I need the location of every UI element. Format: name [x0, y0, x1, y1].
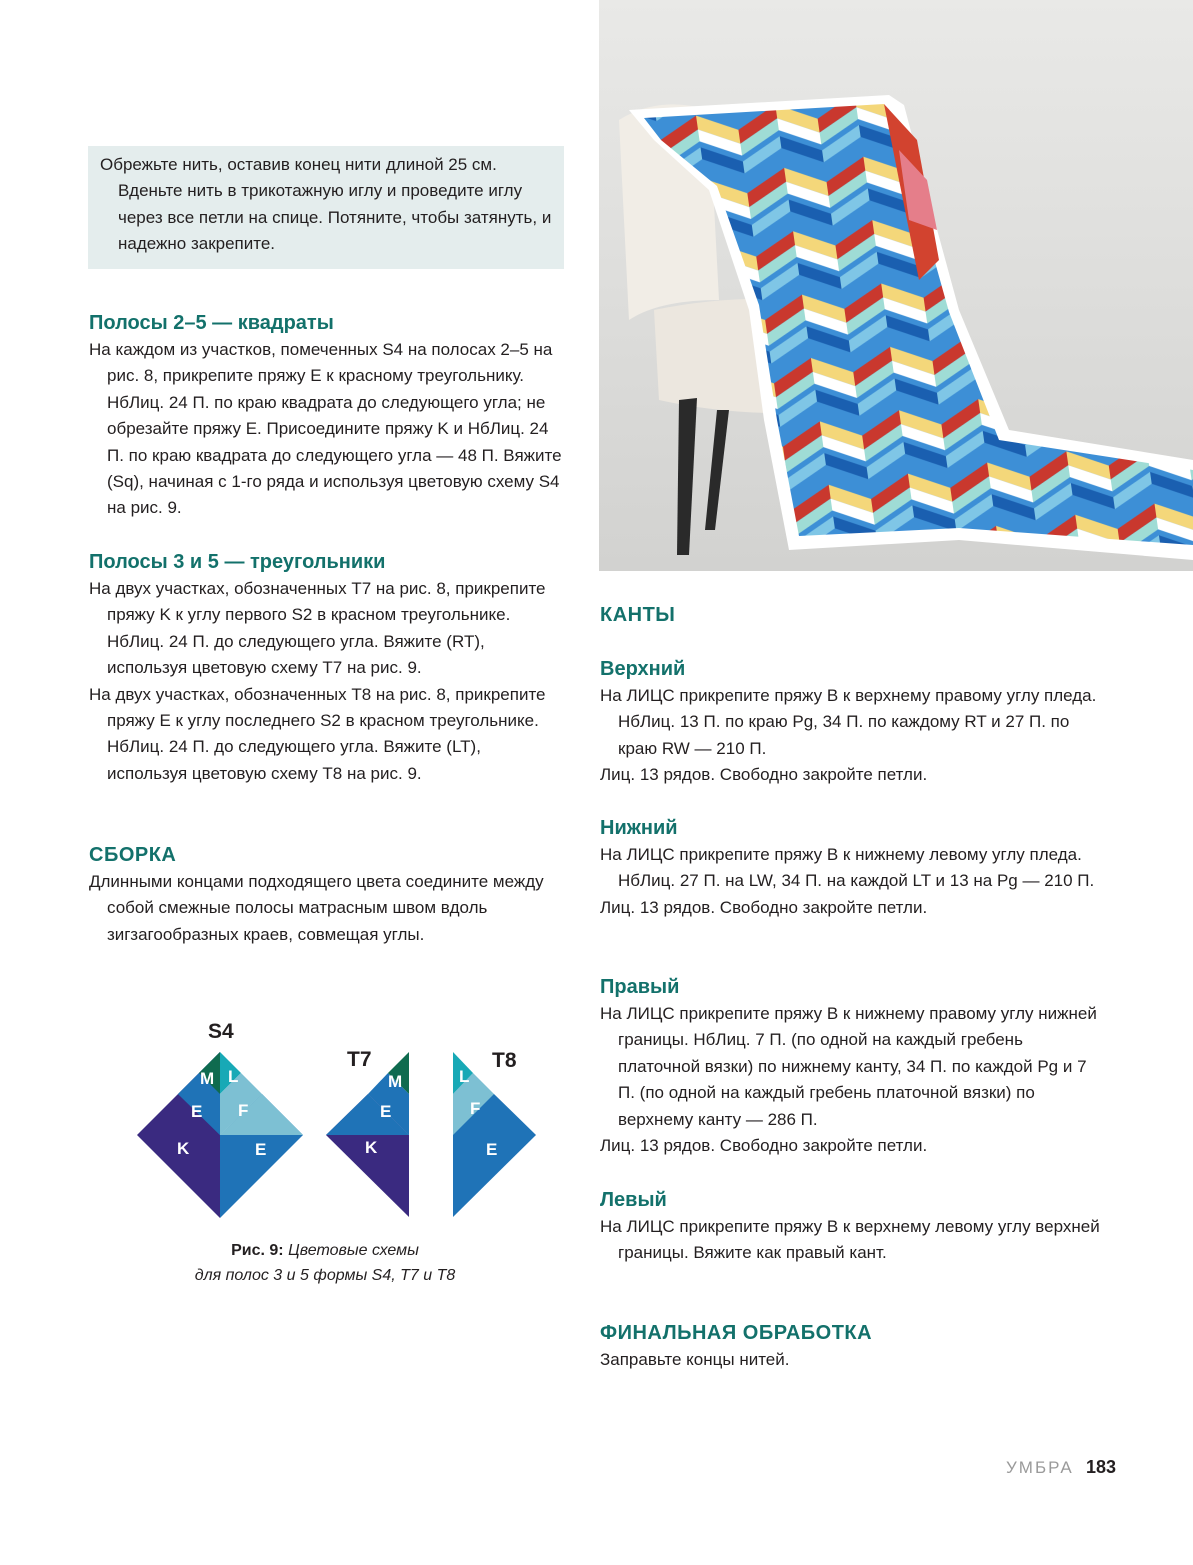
edge-left-text-1: На ЛИЦС прикрепите пряжу B к верхнему левому углу верхней границы. Вяжите как правый кант.	[600, 1217, 1100, 1263]
edge-bottom	[600, 814, 1100, 921]
s4-label-e2: E	[255, 1140, 267, 1159]
s4-label-l: L	[228, 1067, 239, 1086]
s4-label-f: F	[238, 1101, 249, 1120]
edge-top	[600, 655, 1100, 789]
s4-label-m: M	[200, 1069, 215, 1088]
assembly-text: Длинными концами подходящего цвета соедините между собой смежные полосы матрасным швом вдоль зигзагообразных краев, совмещая углы.	[89, 872, 544, 944]
blanket-photo	[599, 0, 1193, 571]
s4-label-e: E	[191, 1102, 203, 1121]
t8-label-e: E	[486, 1140, 498, 1159]
strips-3-5-heading: Полосы 3 и 5 — треугольники	[89, 551, 386, 573]
edge-right-text-2: Лиц. 13 рядов. Свободно закройте петли.	[600, 1136, 928, 1156]
t7-label: T7	[347, 1048, 372, 1071]
note-box	[88, 146, 564, 269]
strips-2-5-text: На каждом из участков, помеченных S4 на полосах 2–5 на рис. 8, прикрепите пряжу E к красному треугольнику. НбЛиц. 24 П. по краю квадрата до следующего угла; не обрезайте пряжу E. Присоедините пряжу K и НбЛиц. 24 П. по краю квадрата до следующего угла — 48 П. Вяжите (Sq), начиная с 1-го ряда и используя цветовую схему S4 на рис. 9.	[89, 340, 562, 518]
t8-label-f: F	[470, 1099, 481, 1118]
t7-label-m: M	[388, 1072, 403, 1091]
section-assembly	[89, 841, 564, 948]
t8-diagram	[453, 1049, 536, 1217]
s4-diagram	[137, 1020, 303, 1218]
edge-bottom-text-2: Лиц. 13 рядов. Свободно закройте петли.	[600, 897, 928, 917]
figure-caption-line-1: Цветовые схемы	[288, 1242, 419, 1259]
t7-diagram	[326, 1048, 409, 1217]
section-edges	[600, 601, 1100, 629]
edge-top-text-1: На ЛИЦС прикрепите пряжу B к верхнему правому углу пледа. НбЛиц. 13 П. по краю Pg, 34 П. по каждому RT и 27 П. по краю RW — 210 П.	[600, 686, 1097, 758]
s4-label-k: K	[177, 1139, 190, 1158]
s4-label: S4	[208, 1020, 234, 1043]
edge-right-text-1: На ЛИЦС прикрепите пряжу B к нижнему правому углу нижней границы. НбЛиц. 7 П. (по одной на каждый гребень платочной вязки) по нижнему канту, 34 П. по каждой Pg и 7 П. (по одной на каждый гребень платочной вязки) по верхнему канту — 286 П.	[600, 1004, 1097, 1129]
section-strips-3-5	[89, 548, 564, 787]
edge-bottom-heading: Нижний	[600, 817, 678, 839]
edges-heading: КАНТЫ	[600, 604, 676, 626]
finishing-text: Заправьте концы нитей.	[600, 1350, 790, 1369]
color-schemes-figure	[130, 1010, 550, 1225]
edge-right-heading: Правый	[600, 976, 680, 998]
section-finishing	[600, 1319, 1100, 1373]
strips-3-5-para-2: На двух участках, обозначенных T8 на рис. 8, прикрепите пряжу E к углу последнего S2 в красном треугольнике. НбЛиц. 24 П. до следующего угла. Вяжите (LT), используя цветовую схему T8 на рис. 9.	[89, 684, 546, 783]
edge-top-text-2: Лиц. 13 рядов. Свободно закройте петли.	[600, 765, 928, 785]
edge-left	[600, 1186, 1100, 1267]
t7-label-e: E	[380, 1102, 392, 1121]
edge-bottom-text-1: На ЛИЦС прикрепите пряжу B к нижнему левому углу пледа. НбЛиц. 27 П. на LW, 34 П. на каждой LT и 13 на Pg — 210 П.	[600, 845, 1095, 891]
edge-left-heading: Левый	[600, 1189, 667, 1211]
t8-label-l: L	[459, 1067, 470, 1086]
strips-3-5-para-1: На двух участках, обозначенных T7 на рис. 8, прикрепите пряжу K к углу первого S2 в красном треугольнике. НбЛиц. 24 П. до следующего угла. Вяжите (RT), используя цветовую схему T7 на рис. 9.	[89, 579, 546, 678]
figure-caption-line-2: для полос 3 и 5 формы S4, T7 и T8	[194, 1267, 456, 1284]
t8-label: T8	[492, 1049, 517, 1072]
edge-right	[600, 973, 1100, 1159]
edge-top-heading: Верхний	[600, 658, 686, 680]
note-text: Обрежьте нить, оставив конец нити длиной 25 см. Вденьте нить в трикотажную иглу и проведите иглу через все петли на спице. Потяните, чтобы затянуть, и надежно закрепите.	[100, 155, 552, 254]
finishing-heading: ФИНАЛЬНАЯ ОБРАБОТКА	[600, 1322, 873, 1344]
footer-section-label: УМБРА	[1006, 1458, 1074, 1477]
figure-caption-bold: Рис. 9:	[231, 1242, 284, 1259]
assembly-heading: СБОРКА	[89, 844, 177, 866]
t7-label-k: K	[365, 1138, 378, 1157]
figure-caption	[150, 1238, 500, 1288]
strips-2-5-heading: Полосы 2–5 — квадраты	[89, 312, 334, 334]
section-strips-2-5	[89, 309, 564, 522]
page-number: 183	[1086, 1457, 1117, 1477]
